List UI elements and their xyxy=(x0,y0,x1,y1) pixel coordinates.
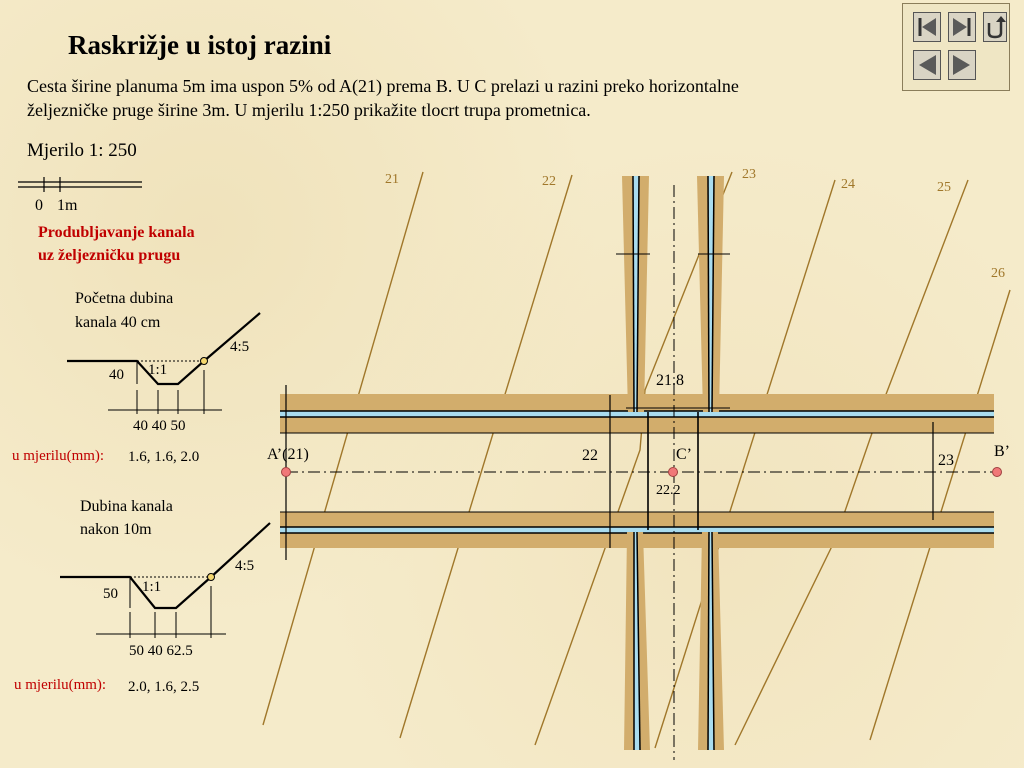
slide-navigation xyxy=(902,3,1010,91)
contour-24 xyxy=(655,180,835,748)
contour-label-23: 23 xyxy=(742,167,756,182)
after-slope-outer: 4:5 xyxy=(235,558,255,574)
contour-label-26: 26 xyxy=(991,266,1005,281)
next-icon xyxy=(949,51,975,79)
initial-slope-outer: 4:5 xyxy=(230,339,250,355)
after-dims: 50 40 62.5 xyxy=(129,643,193,659)
return-button[interactable] xyxy=(983,12,1007,42)
channel-heading-2: uz željezničku prugu xyxy=(38,247,181,264)
contour-22 xyxy=(400,175,572,738)
level-21-8: 21.8 xyxy=(656,372,684,389)
channel-heading-1: Produbljavanje kanala xyxy=(38,224,195,241)
first-slide-icon xyxy=(914,13,940,41)
after-slope-inner: 1:1 xyxy=(142,579,162,595)
initial-dims: 40 40 50 xyxy=(133,418,186,434)
scale-tick-1m: 1m xyxy=(57,197,78,214)
initial-caption-1: Početna dubina xyxy=(75,290,174,307)
channel-profile-after xyxy=(60,523,270,638)
point-c-label: C’ xyxy=(676,446,692,463)
scale-bar xyxy=(18,177,142,192)
point-b xyxy=(993,468,1002,477)
point-b-label: B’ xyxy=(994,443,1010,460)
scale-label: Mjerilo 1: 250 xyxy=(27,140,137,161)
contour-label-24: 24 xyxy=(841,177,855,192)
initial-mm-label: u mjerilu(mm): xyxy=(12,448,105,464)
contour-label-25: 25 xyxy=(937,180,951,195)
initial-depth: 40 xyxy=(109,367,124,383)
next-button[interactable] xyxy=(948,50,976,80)
level-22: 22 xyxy=(582,447,598,464)
initial-caption-2: kanala 40 cm xyxy=(75,314,161,331)
previous-button[interactable] xyxy=(913,50,941,80)
after-depth: 50 xyxy=(103,586,118,602)
initial-slope-inner: 1:1 xyxy=(148,362,168,378)
return-icon xyxy=(984,13,1006,41)
level-23: 23 xyxy=(938,452,954,469)
contour-label-22: 22 xyxy=(542,174,556,189)
contour-label-21: 21 xyxy=(385,172,399,187)
point-a-label: A’(21) xyxy=(267,446,309,463)
initial-mm-values: 1.6, 1.6, 2.0 xyxy=(128,449,200,465)
after-mm-label: u mjerilu(mm): xyxy=(14,677,107,693)
after-caption-2: nakon 10m xyxy=(80,521,152,538)
intro-line-2: željezničke pruge širine 3m. U mjerilu 1:250 prikažite tlocrt trupa prometnica. xyxy=(27,100,591,120)
after-caption-1: Dubina kanala xyxy=(80,498,173,515)
first-slide-button[interactable] xyxy=(913,12,941,42)
page-title: Raskrižje u istoj razini xyxy=(68,30,332,60)
after-mm-values: 2.0, 1.6, 2.5 xyxy=(128,679,200,695)
scale-tick-0: 0 xyxy=(35,197,43,214)
point-c xyxy=(669,468,678,477)
last-slide-icon xyxy=(949,13,975,41)
point-a xyxy=(282,468,291,477)
previous-icon xyxy=(914,51,940,79)
last-slide-button[interactable] xyxy=(948,12,976,42)
intro-line-1: Cesta širine planuma 5m ima uspon 5% od A(21) prema B. U C prelazi u razini preko horizontalne xyxy=(27,76,739,96)
road-embankment xyxy=(280,394,994,548)
level-22-2: 22.2 xyxy=(656,483,681,498)
